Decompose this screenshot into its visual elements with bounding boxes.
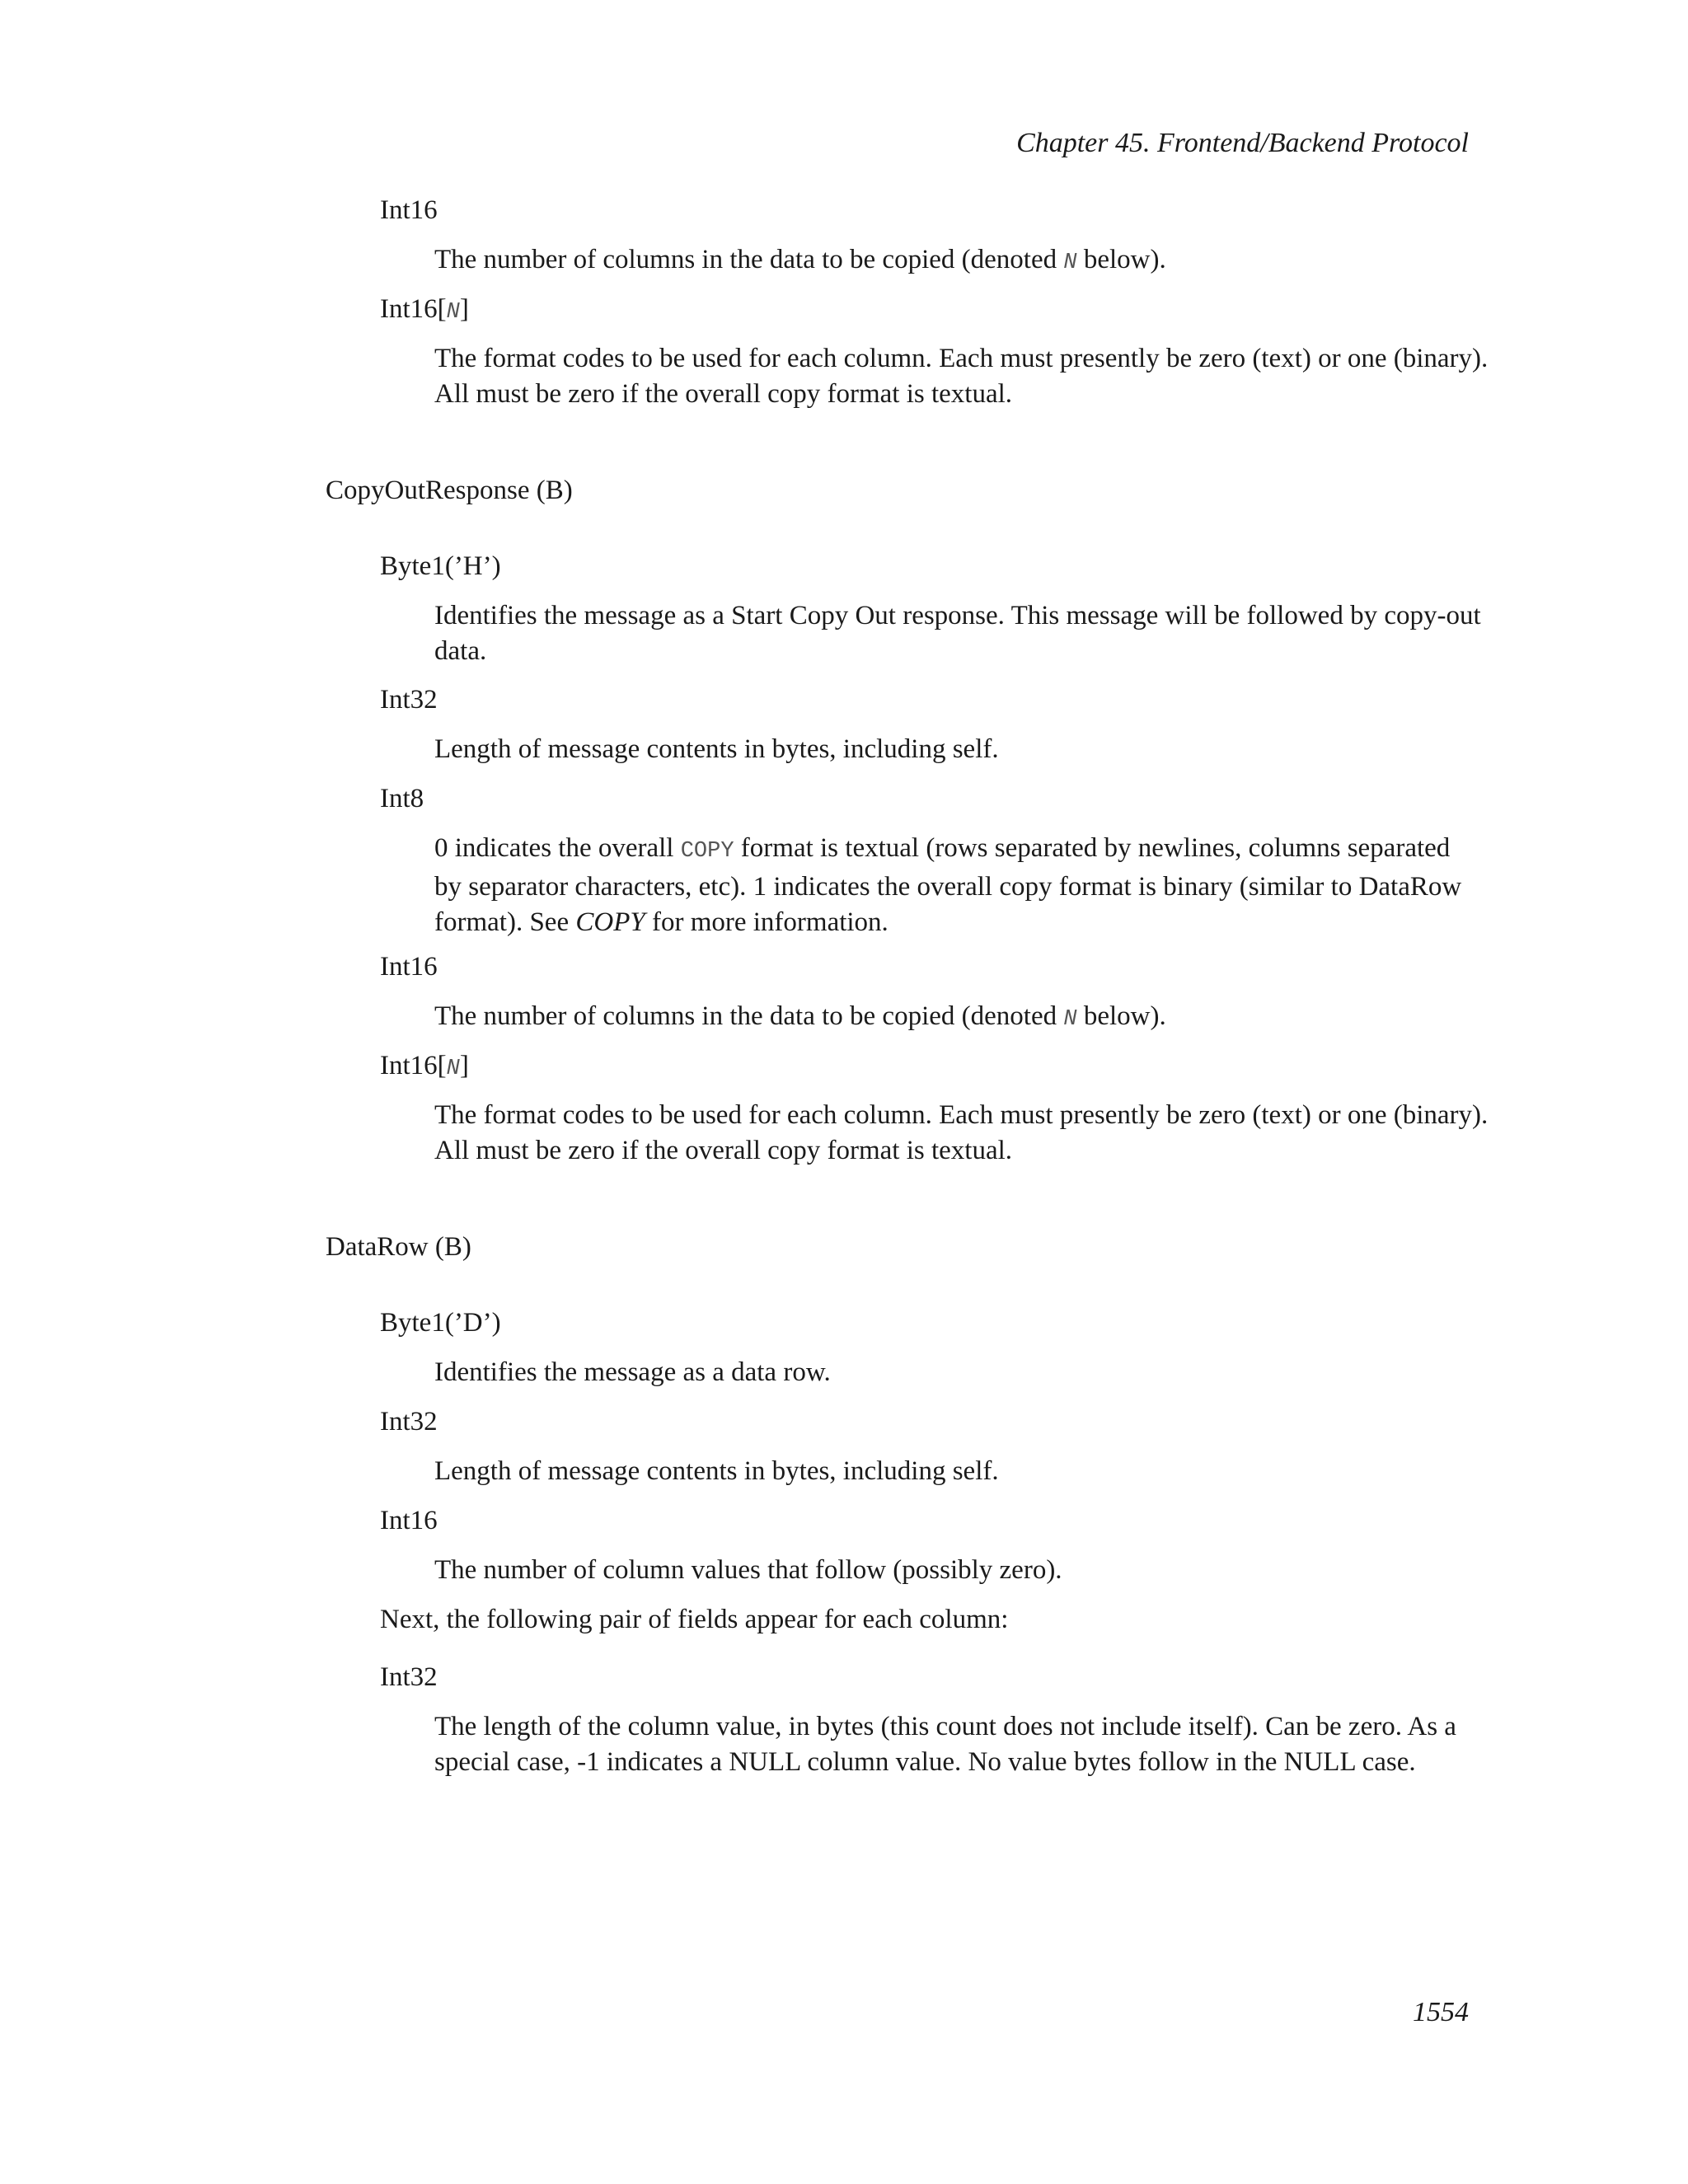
desc-line: special case, -1 indicates a NULL column value. No value bytes follow in the NULL case.	[434, 1747, 1416, 1777]
desc-line: Identifies the message as a Start Copy Out response. This message will be followed by copy-out	[434, 601, 1481, 630]
field-desc-int32: Length of message contents in bytes, including self.	[434, 734, 999, 764]
field-desc-int32-column-length	[434, 1709, 1469, 1780]
field-desc-int8	[434, 831, 1469, 940]
desc-line: The length of the column value, in bytes (this count does not include itself). Can be zero. As a	[434, 1712, 1456, 1741]
field-term-int16: Int16	[380, 1506, 438, 1535]
desc-line: data.	[434, 636, 487, 666]
desc-text: The number of columns in the data to be copied (denoted	[434, 245, 1064, 274]
desc-text: The number of columns in the data to be copied (denoted	[434, 1001, 1064, 1031]
desc-line: All must be zero if the overall copy format is textual.	[434, 1136, 1013, 1165]
field-desc-int16	[434, 242, 1469, 281]
desc-line: All must be zero if the overall copy format is textual.	[434, 379, 1013, 409]
desc-text: below).	[1076, 245, 1166, 274]
desc-line	[434, 831, 1469, 869]
field-term-int16-array	[380, 292, 469, 330]
field-desc-int16-array	[434, 1098, 1489, 1169]
desc-text: format). See	[434, 907, 576, 937]
term-text: ]	[459, 1051, 469, 1080]
message-title-datarow: DataRow (B)	[326, 1232, 471, 1262]
field-term-int16: Int16	[380, 952, 438, 982]
term-text: Int16[	[380, 294, 447, 324]
desc-text: 0 indicates the overall	[434, 833, 681, 863]
var-n: N	[1063, 251, 1077, 275]
copy-reference-link[interactable]: COPY	[575, 907, 645, 937]
var-n: N	[1063, 1007, 1077, 1032]
field-desc-byte1: Identifies the message as a data row.	[434, 1357, 831, 1387]
term-text: ]	[459, 294, 469, 324]
field-desc-byte1	[434, 598, 1481, 669]
desc-text: below).	[1076, 1001, 1166, 1031]
var-n: N	[446, 300, 460, 325]
var-n: N	[446, 1057, 460, 1081]
pair-note: Next, the following pair of fields appear for each column:	[380, 1605, 1009, 1634]
field-term-byte1: Byte1(’D’)	[380, 1308, 501, 1338]
desc-line: by separator characters, etc). 1 indicates the overall copy format is binary (similar to DataRow	[434, 872, 1462, 902]
message-title-copyoutresponse: CopyOutResponse (B)	[326, 476, 573, 505]
field-term-int16: Int16	[380, 195, 438, 225]
field-term-int32: Int32	[380, 1407, 438, 1436]
field-desc-int32: Length of message contents in bytes, including self.	[434, 1456, 999, 1486]
field-term-int8: Int8	[380, 784, 424, 813]
field-desc-int16	[434, 999, 1469, 1038]
field-term-int32: Int32	[380, 685, 438, 715]
desc-text: for more information.	[645, 907, 889, 937]
desc-text: format is textual (rows separated by newlines, columns separated	[734, 833, 1451, 863]
field-term-int16-array	[380, 1048, 469, 1087]
field-term-int32: Int32	[380, 1662, 438, 1692]
code-copy: COPY	[680, 839, 734, 864]
field-desc-int16-array	[434, 341, 1489, 412]
chapter-header: Chapter 45. Frontend/Backend Protocol	[1016, 128, 1469, 158]
field-term-byte1: Byte1(’H’)	[380, 551, 501, 581]
desc-line: The format codes to be used for each column. Each must presently be zero (text) or one (binary).	[434, 1100, 1489, 1130]
term-text: Int16[	[380, 1051, 447, 1080]
field-desc-int16: The number of column values that follow (possibly zero).	[434, 1555, 1062, 1585]
desc-line: The format codes to be used for each column. Each must presently be zero (text) or one (binary).	[434, 344, 1489, 373]
page-number: 1554	[1413, 1997, 1469, 2027]
desc-line	[434, 905, 1469, 940]
